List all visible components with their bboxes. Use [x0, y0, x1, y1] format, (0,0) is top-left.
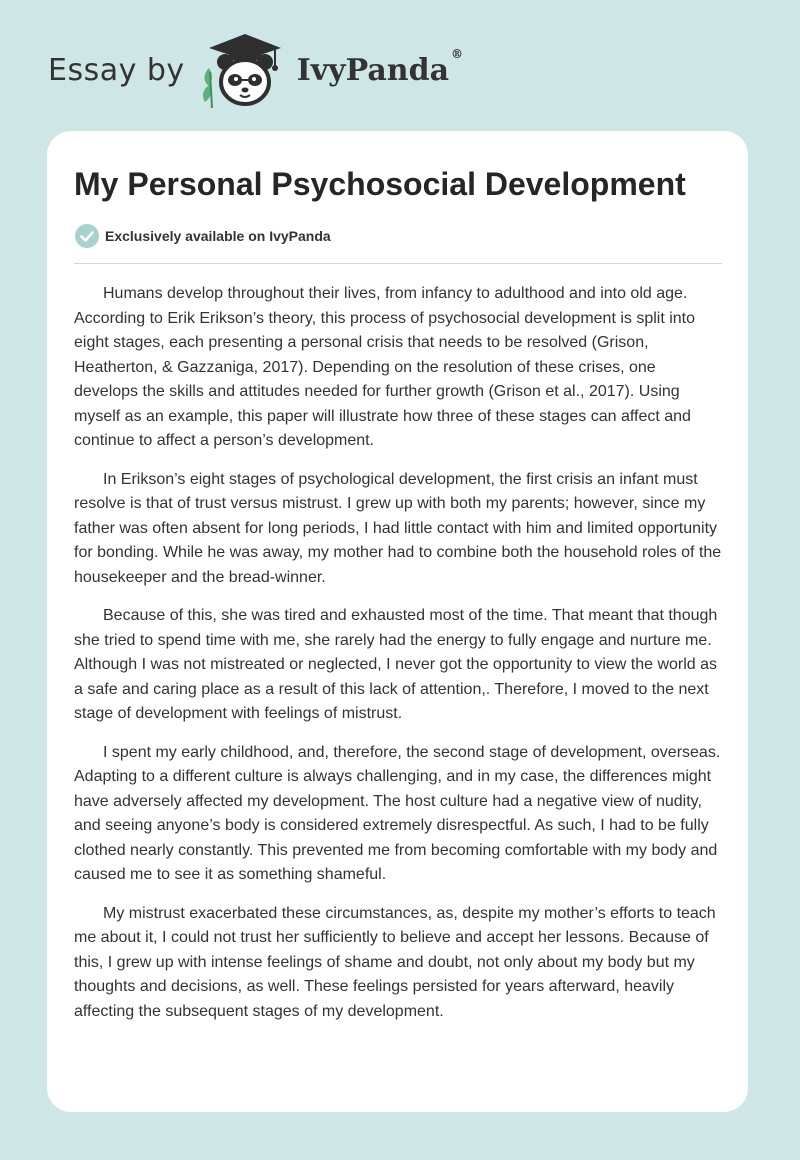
paragraph: In Erikson’s eight stages of psychological development, the first crisis an infant must resolve is that of trust versus mistrust. I grew up with both my parents; however, since my father was often absent for long periods, I had little contact with him and limited opportunity for bonding. While he was away, my mother had to combine both the household roles of the housekeeper and the bread-winner. [74, 470, 722, 586]
exclusive-badge-label: Exclusively available on IvyPanda [105, 228, 331, 244]
essay-body [74, 282, 722, 1024]
brand-header [48, 28, 463, 112]
essay-card [47, 131, 748, 1112]
paragraph: My mistrust exacerbated these circumstances, as, despite my mother’s efforts to teach me about it, I could not trust her sufficiently to believe and accept her lessons. Because of this, I grew up with intense feelings of shame and doubt, not only about my body but my thoughts and decisions, as well. These feelings persisted for years afterward, heavily affecting the subsequent stages of my development. [74, 904, 716, 1020]
brand-name: IvyPanda ® [296, 46, 464, 88]
brand-prefix: Essay by [48, 52, 185, 88]
paragraph: I spent my early childhood, and, therefore, the second stage of development, overseas. Adapting to a different culture is always challenging, and in my case, the differences might have adversely affected my development. The host culture had a negative view of nudity, and seeing anyone’s body is considered extremely disrespectful. As such, I had to be fully clothed nearly constantly. This prevented me from becoming comfortable with my body and caused me to see it as something shameful. [74, 743, 721, 883]
exclusive-badge [74, 222, 722, 250]
panda-logo-icon [195, 28, 291, 112]
divider [74, 263, 722, 264]
paragraph: Because of this, she was tired and exhausted most of the time. That meant that though she tried to spend time with me, she rarely had the energy to fully engage and nurture me. Although I was not mistreated or neglected, I never got the opportunity to view the world as a safe and caring place as a result of this lack of attention,. Therefore, I moved to the next stage of development with feelings of mistrust. [74, 607, 718, 722]
essay-title: My Personal Psychosocial Development [74, 166, 686, 202]
paragraph: Humans develop throughout their lives, from infancy to adulthood and into old age. According to Erik Erikson’s theory, this process of psychosocial development is split into eight stages, each presenting a personal crisis that needs to be resolved (Grison, Heatherton, & Gazzaniga, 2017). Depending on the resolution of these crises, one develops the skills and attitudes needed for further growth (Grison et al., 2017). Using myself as an example, this paper will illustrate how three of these stages can affect and continue to affect a person’s development. [74, 285, 696, 449]
registered-mark: ® [451, 46, 464, 61]
checkmark-badge-icon [74, 223, 100, 249]
